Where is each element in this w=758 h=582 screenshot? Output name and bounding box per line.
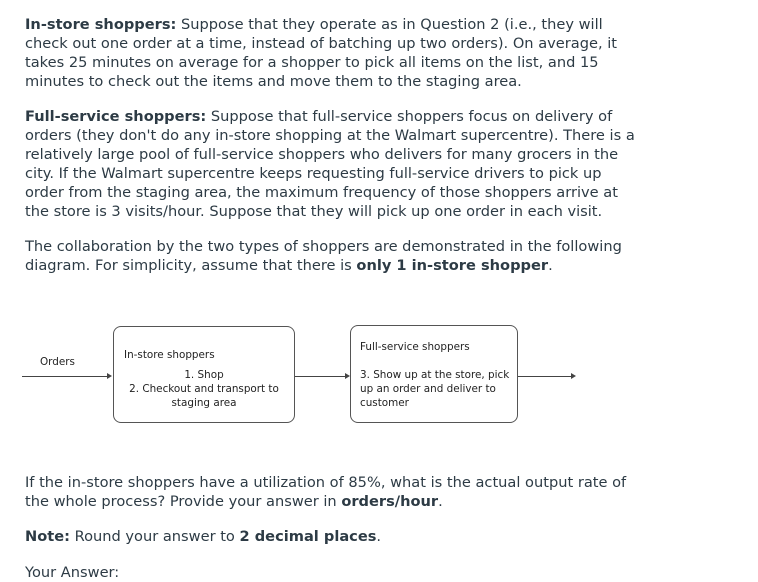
step-3-line1: 3. Show up at the store, pick: [360, 369, 510, 381]
orders-arrow: [22, 376, 108, 377]
fullservice-box-title: Full-service shoppers: [360, 341, 470, 353]
collaboration-end: .: [548, 257, 553, 274]
orders-label: Orders: [40, 356, 75, 368]
note-label: Note:: [25, 528, 70, 545]
question-unit: orders/hour: [341, 493, 439, 510]
step-2-line2: staging area: [171, 397, 237, 409]
process-diagram: [0, 300, 758, 450]
question-end: .: [438, 493, 443, 510]
collaboration-bold: only 1 in-store shopper: [356, 257, 549, 274]
fullservice-heading: Full-service shoppers:: [25, 108, 207, 125]
note-text: Round your answer to: [69, 528, 240, 545]
collaboration-paragraph: [25, 237, 635, 275]
note-precision: 2 decimal places: [239, 528, 377, 545]
output-arrow-head: [571, 373, 576, 379]
question-paragraph: [25, 473, 635, 511]
step-3-line3: customer: [360, 397, 409, 409]
step-3-line2: up an order and deliver to: [360, 383, 496, 395]
your-answer-label: Your Answer:: [25, 564, 120, 581]
fullservice-text: Suppose that full-service shoppers focus on delivery of orders (they don't do any in-store shopping at the Walmart supercentre). There is a relatively large pool of full-service shoppers who delivers for many grocers in the city. If the Walmart supercentre keeps requesting full-service drivers to pick up order from the staging area, the maximum frequency of those shoppers arrive at the store is 3 visits/hour. Suppose that they will pick up one order in each visit.: [25, 108, 635, 220]
orders-arrow-head: [107, 373, 112, 379]
note-paragraph: [25, 527, 635, 546]
instore-heading: In-store shoppers:: [25, 16, 177, 33]
instore-text: Suppose that they operate as in Question 2 (i.e., they will check out one order at a time, instead of batching up two orders). On average, it takes 25 minutes on average for a shopper to pick all items on the list, and 15 minutes to check out the items and move them to the staging area.: [25, 16, 617, 90]
instore-box-title: In-store shoppers: [124, 349, 215, 361]
middle-arrow: [295, 376, 346, 377]
fullservice-box: [350, 325, 518, 423]
instore-box: [113, 326, 295, 423]
fullservice-paragraph: [25, 107, 635, 221]
step-2-line1: 2. Checkout and transport to: [129, 383, 279, 395]
step-1: 1. Shop: [184, 369, 224, 381]
output-arrow: [518, 376, 572, 377]
question-text: If the in-store shoppers have a utilization of 85%, what is the actual output rate of the whole process? Provide your answer in: [25, 474, 627, 510]
note-end: .: [376, 528, 382, 545]
instore-paragraph: [25, 15, 635, 91]
collaboration-text: The collaboration by the two types of shoppers are demonstrated in the following diagram. For simplicity, assume that there is: [25, 238, 622, 274]
